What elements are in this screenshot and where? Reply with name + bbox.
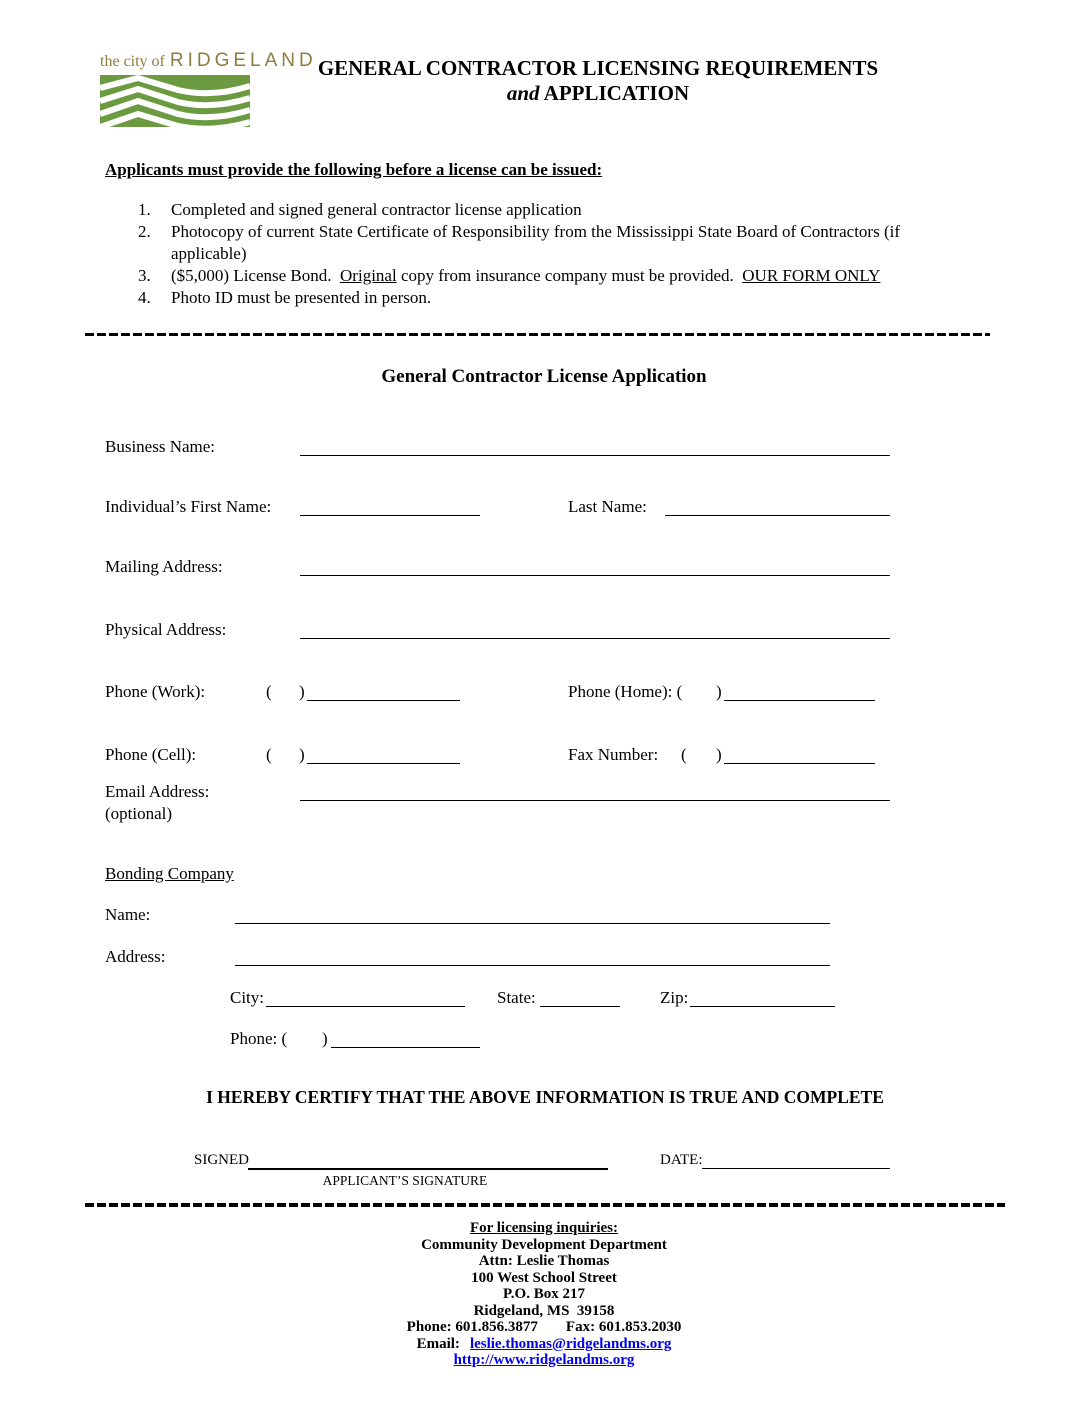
footer-website-row [0, 1352, 1088, 1369]
dashed-divider-top [85, 333, 990, 336]
bonding-state-field[interactable] [540, 1006, 620, 1007]
phone-home-paren-close: ) [716, 682, 722, 701]
business-name-field[interactable] [300, 455, 890, 456]
fax-number-field[interactable] [724, 763, 875, 764]
footer-department: Community Development Department [421, 1236, 667, 1253]
date-label: DATE: [660, 1152, 703, 1168]
phone-work-paren-open: ( [266, 682, 272, 701]
bonding-state-label: State: [497, 988, 536, 1007]
phone-cell-paren-close: ) [299, 745, 305, 764]
requirement-item-1 [138, 199, 961, 221]
date-field[interactable] [702, 1168, 890, 1169]
requirements-list [138, 199, 961, 309]
underlined-our-form-only: OUR FORM ONLY [742, 266, 881, 285]
phone-home-label: Phone (Home): ( [568, 682, 683, 701]
footer-attn: Attn: Leslie Thomas [478, 1253, 610, 1269]
bonding-phone-paren-close: ) [322, 1029, 328, 1048]
footer-city-state-zip: Ridgeland, MS 39158 [473, 1302, 615, 1319]
mailing-address-label: Mailing Address: [105, 557, 223, 576]
item-number: 3. [138, 266, 151, 285]
footer-phone-fax [0, 1319, 1088, 1336]
fax-paren-open: ( [681, 745, 687, 764]
item-text: Completed and signed general contractor license application [171, 200, 582, 219]
bonding-zip-label: Zip: [660, 988, 689, 1007]
title-line-2 [110, 81, 1086, 106]
last-name-field[interactable] [665, 515, 890, 516]
requirements-heading: Applicants must provide the following before a license can be issued: [105, 160, 603, 179]
bonding-zip-field[interactable] [690, 1006, 835, 1007]
footer-email-label: Email: [416, 1335, 460, 1352]
physical-address-field[interactable] [300, 638, 890, 639]
bonding-company-heading: Bonding Company [105, 864, 234, 883]
email-address-label: Email Address: [105, 782, 210, 801]
phone-work-field[interactable] [307, 700, 460, 701]
footer-pobox: P.O. Box 217 [503, 1286, 585, 1302]
underlined-original: Original [340, 266, 397, 285]
last-name-label: Last Name: [568, 497, 647, 516]
item-text: ($5,000) License Bond. Original copy from insurance company must be provided. OUR FORM ONLY [171, 266, 881, 285]
email-optional-label: (optional) [105, 804, 173, 823]
signature-field[interactable] [248, 1168, 608, 1170]
item-text: Photo ID must be presented in person. [171, 288, 432, 307]
bonding-city-field[interactable] [266, 1006, 465, 1007]
item-number: 1. [138, 200, 151, 219]
phone-home-field[interactable] [724, 700, 875, 701]
footer-website-link[interactable]: http://www.ridgelandms.org [453, 1352, 635, 1368]
title-line-1: GENERAL CONTRACTOR LICENSING REQUIREMENTS [317, 56, 879, 80]
logo-city-name: RIDGELAND [169, 50, 317, 71]
certification-statement: I HEREBY CERTIFY THAT THE ABOVE INFORMATION IS TRUE AND COMPLETE [206, 1087, 884, 1107]
phone-cell-label: Phone (Cell): [105, 745, 197, 764]
bonding-name-label: Name: [105, 905, 151, 924]
footer-street: 100 West School Street [471, 1269, 617, 1286]
physical-address-label: Physical Address: [105, 620, 227, 639]
document-title [110, 56, 1086, 106]
phone-cell-field[interactable] [307, 763, 460, 764]
footer-phone: Phone: 601.856.3877 [406, 1319, 538, 1335]
logo-tagline: the city of [100, 53, 165, 70]
footer-heading: For licensing inquiries: [469, 1220, 619, 1236]
fax-paren-close: ) [716, 745, 722, 764]
footer-email-row [0, 1336, 1088, 1353]
bonding-phone-field[interactable] [331, 1047, 480, 1048]
footer-fax: Fax: 601.853.2030 [565, 1319, 682, 1335]
title-application: APPLICATION [539, 81, 690, 105]
bonding-name-field[interactable] [235, 923, 830, 924]
first-name-field[interactable] [300, 515, 480, 516]
phone-cell-paren-open: ( [266, 745, 272, 764]
item-text: Photocopy of current State Certificate of Responsibility from the Mississippi State Board of Contractors (if applicable) [171, 222, 900, 263]
signed-label: SIGNED [194, 1152, 249, 1168]
item-number: 4. [138, 288, 151, 307]
item-number: 2. [138, 222, 151, 241]
footer-contact-block [0, 1220, 1088, 1369]
bonding-address-label: Address: [105, 947, 166, 966]
title-and: and [506, 81, 540, 105]
requirement-item-3 [138, 265, 961, 287]
application-heading: General Contractor License Application [381, 366, 707, 387]
fax-number-label: Fax Number: [568, 745, 659, 764]
applicant-signature-caption: APPLICANT’S SIGNATURE [322, 1173, 488, 1188]
dashed-divider-bottom [85, 1203, 1005, 1207]
phone-work-label: Phone (Work): [105, 682, 206, 701]
footer-email-link[interactable]: leslie.thomas@ridgelandms.org [469, 1335, 672, 1352]
bonding-city-label: City: [230, 988, 265, 1007]
requirement-item-2 [138, 221, 961, 265]
first-name-label: Individual’s First Name: [105, 497, 272, 516]
email-address-field[interactable] [300, 800, 890, 801]
requirement-item-4 [138, 287, 961, 309]
bonding-phone-label: Phone: ( [230, 1029, 288, 1048]
business-name-label: Business Name: [105, 437, 216, 456]
mailing-address-field[interactable] [300, 575, 890, 576]
bonding-address-field[interactable] [235, 965, 830, 966]
phone-work-paren-close: ) [299, 682, 305, 701]
